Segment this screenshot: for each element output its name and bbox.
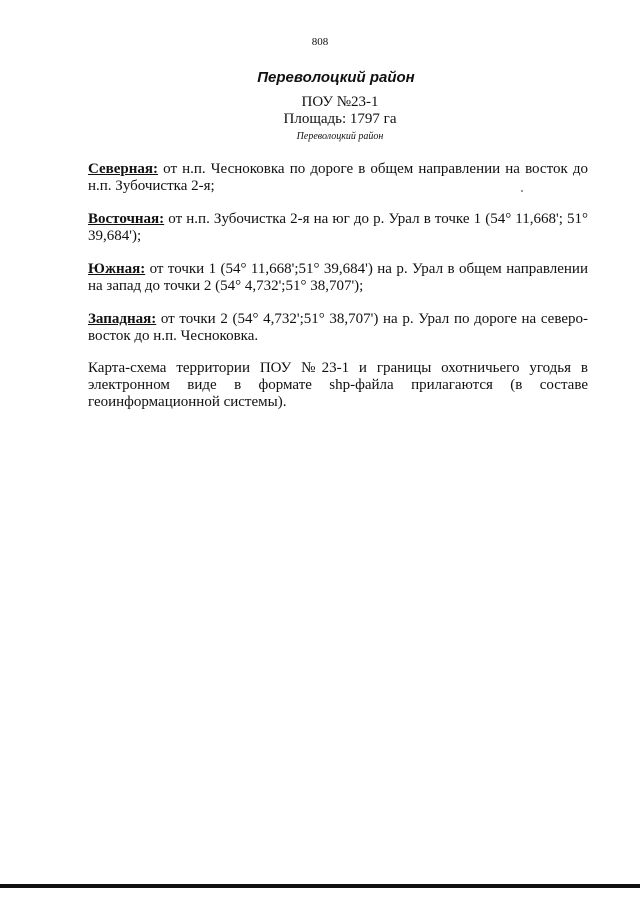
boundary-north — [88, 161, 588, 195]
bottom-rule — [0, 884, 640, 888]
page-number: 808 — [311, 36, 329, 48]
boundary-east-heading: Восточная: — [88, 211, 165, 227]
boundary-south — [88, 261, 588, 295]
boundary-west-heading: Западная: — [88, 311, 157, 327]
pou-number: ПОУ №23-1 — [301, 94, 379, 110]
boundary-north-text: от н.п. Чесноковка по дороге в общем направлении на восток до н.п. Зубочистка 2-я; — [88, 161, 588, 194]
closing-note: Карта-схема территории ПОУ №23-1 и границы охотничьего угодья в электронном виде в формате shp-файла прилагаются (в составе геоинформационной системы). — [88, 360, 588, 410]
boundary-east — [88, 211, 588, 245]
district-title: Переволоцкий район — [257, 69, 415, 86]
boundary-east-text: от н.п. Зубочистка 2-я на юг до р. Урал в точке 1 (54° 11,668'; 51° 39,684'); — [88, 211, 588, 244]
area-value: Площадь: 1797 га — [283, 111, 397, 127]
boundary-north-heading: Северная: — [88, 161, 159, 177]
boundary-south-text: от точки 1 (54° 11,668';51° 39,684') на р. Урал в общем направлении на запад до точки 2 (54° 4,732';51° 38,707'); — [88, 261, 588, 294]
boundary-west — [88, 311, 588, 345]
boundary-south-heading: Южная: — [88, 261, 146, 277]
boundary-west-text: от точки 2 (54° 4,732';51° 38,707') на р. Урал по дороге на северо-восток до н.п. Чесноковка. — [88, 311, 588, 344]
district-subtitle: Переволоцкий район — [296, 131, 384, 142]
